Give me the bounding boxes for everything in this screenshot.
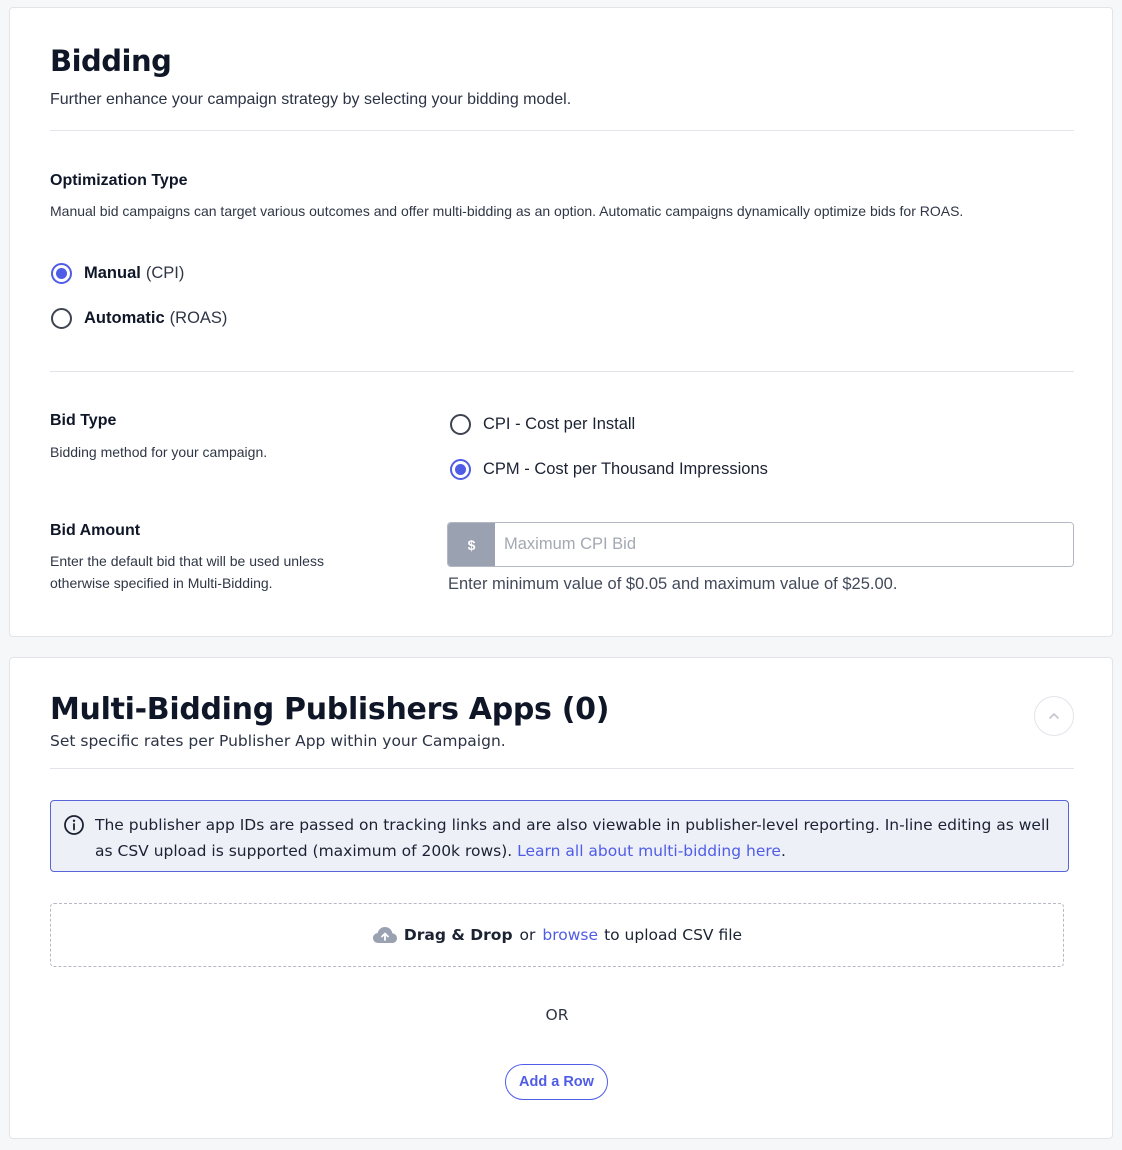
bidding-subtitle: Further enhance your campaign strategy by selecting your bidding model. [50,91,572,108]
radio-cpm[interactable] [450,459,768,480]
radio-cpi-control[interactable] [450,414,471,435]
info-message: The publisher app IDs are passed on tracking links and are also viewable in publisher-level reporting. In-line editing as well as CSV upload is supported (maximum of 200k rows). [95,816,1050,860]
radio-manual-suffix: (CPI) [145,264,185,282]
radio-automatic[interactable] [51,308,227,329]
info-text [95,812,1055,864]
radio-cpm-label: CPM - Cost per Thousand Impressions [483,460,768,478]
multi-bidding-title: Multi-Bidding Publishers Apps (0) [50,692,610,727]
radio-cpi-label: CPI - Cost per Install [483,415,636,433]
divider [50,371,1074,372]
bid-amount-label: Bid Amount [50,522,141,539]
bid-amount-hint: Enter minimum value of $0.05 and maximum value of $25.00. [448,575,898,593]
learn-more-link[interactable]: Learn all about multi-bidding here [517,842,781,860]
bid-type-description: Bidding method for your campaign. [50,444,268,460]
radio-cpi[interactable] [450,414,635,435]
browse-link[interactable]: browse [542,926,599,944]
add-row-button[interactable]: Add a Row [505,1064,608,1100]
multi-bidding-card [9,657,1113,1139]
drag-drop-label: Drag & Drop [403,926,513,944]
or-separator: OR [545,1006,569,1024]
radio-manual-control[interactable] [51,263,72,284]
bid-amount-description: Enter the default bid that will be used unless otherwise specified in Multi-Bidding. [50,553,324,591]
collapse-button[interactable] [1034,696,1074,736]
bidding-title: Bidding [50,44,172,78]
radio-manual-label: Manual [84,264,141,282]
info-suffix: . [780,842,786,860]
bidding-card [9,7,1113,637]
upload-suffix: to upload CSV file [604,926,743,944]
divider [50,768,1074,769]
multi-bidding-subtitle: Set specific rates per Publisher App within your Campaign. [50,732,506,750]
divider [50,130,1074,131]
radio-automatic-control[interactable] [51,308,72,329]
cloud-upload-icon [372,926,398,944]
info-banner [50,800,1069,872]
currency-prefix: $ [448,523,495,566]
csv-dropzone[interactable] [50,903,1064,967]
radio-manual[interactable] [51,263,184,284]
upload-or: or [519,926,536,944]
chevron-up-icon [1047,709,1061,723]
radio-cpm-control[interactable] [450,459,471,480]
bid-type-label: Bid Type [50,412,117,429]
radio-automatic-suffix: (ROAS) [169,309,228,327]
optimization-type-description: Manual bid campaigns can target various outcomes and offer multi-bidding as an option. Automatic campaigns dynamically optimize bids for ROAS. [50,203,964,219]
bid-amount-field [447,522,1074,567]
radio-automatic-label: Automatic [84,309,165,327]
bid-amount-input[interactable] [495,523,1073,566]
optimization-type-label: Optimization Type [50,172,188,189]
info-icon [63,814,85,836]
